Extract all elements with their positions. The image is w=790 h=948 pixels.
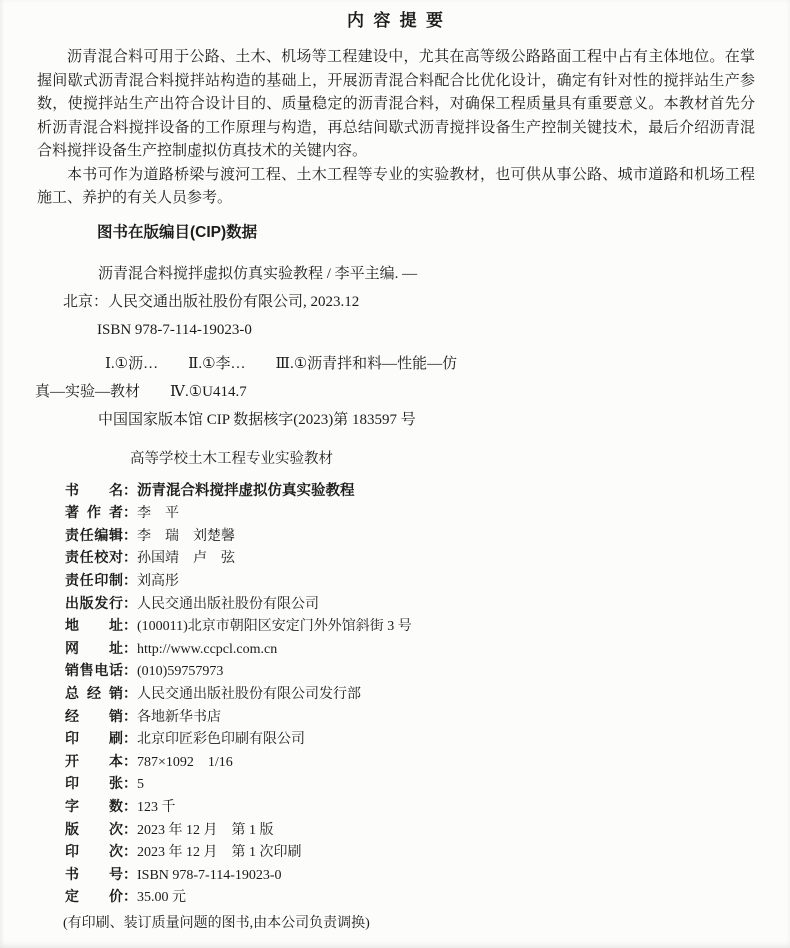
- colophon-label: 销售电话: [65, 662, 123, 679]
- colophon-label: 书号: [65, 865, 123, 882]
- colophon-row-print-supervisor: [65, 569, 755, 592]
- cip-record-number: 中国国家版本馆 CIP 数据核字(2023)第 183597 号: [98, 412, 416, 428]
- colophon-colon: ：: [123, 526, 137, 543]
- colophon-label: 定价: [65, 888, 123, 905]
- colophon-row-author: [65, 501, 755, 524]
- colophon-colon: ：: [123, 797, 137, 814]
- colophon-value: 李 瑞 刘楚馨: [137, 528, 235, 544]
- colophon-value: 人民交通出版社股份有限公司发行部: [137, 686, 361, 702]
- colophon-section: [35, 448, 755, 935]
- colophon-colon: ：: [123, 617, 137, 634]
- colophon-colon: ：: [123, 571, 137, 588]
- colophon-colon: ：: [123, 888, 137, 905]
- colophon-value: 787×1092 1/16: [137, 754, 233, 770]
- cip-section: [35, 222, 755, 434]
- colophon-row-edition: [65, 818, 755, 841]
- quality-exchange-note: (有印刷、装订质量问题的图书,由本公司负责调换): [63, 915, 370, 931]
- cip-entry-line: 沥青混合料搅拌虚拟仿真实验教程 / 李平主编. —: [98, 266, 418, 282]
- colophon-value: (100011)北京市朝阳区安定门外外馆斜街 3 号: [137, 619, 412, 635]
- content-summary-heading: 内容提要: [346, 11, 453, 30]
- colophon-colon: ：: [123, 752, 137, 769]
- colophon-value: (010)59757973: [137, 664, 224, 680]
- colophon-row-proofreader: [65, 546, 755, 569]
- colophon-label: 出版发行: [65, 594, 123, 611]
- colophon-label: 字数: [65, 797, 123, 814]
- colophon-value: 北京印匠彩色印刷有限公司: [137, 732, 305, 748]
- colophon-colon: ：: [123, 820, 137, 837]
- colophon-value: 5: [137, 777, 144, 793]
- colophon-value: 沥青混合料搅拌虚拟仿真实验教程: [137, 482, 355, 499]
- colophon-label: 书名: [65, 481, 123, 498]
- colophon-label: 责任印制: [65, 571, 123, 588]
- cip-heading: 图书在版编目(CIP)数据: [97, 224, 258, 241]
- colophon-label: 责任编辑: [65, 526, 123, 543]
- summary-paragraph: 沥青混合料可用于公路、土木、机场等工程建设中，尤其在高等级公路路面工程中占有主体地位。在掌握间歇式沥青混合料搅拌站构造的基础上，开展沥青混合料配合比优化设计，确定有针对性的搅拌站生产参数，使搅拌站生产出符合设计目的、质量稳定的沥青混合料，对确保工程质量具有重要意义。本教材首先分析沥青混合料搅拌设备的工作原理与构造，再总结间歇式沥青搅拌设备生产控制关键技术，最后介绍沥青混合料搅拌设备生产控制虚拟仿真技术的关键内容。: [37, 49, 755, 159]
- cip-isbn: ISBN 978-7-114-19023-0: [97, 322, 252, 338]
- colophon-value: 35.00 元: [137, 890, 186, 906]
- colophon-value: 李 平: [137, 506, 179, 522]
- content-summary-section: [37, 46, 755, 211]
- colophon-row-address: [65, 614, 755, 637]
- colophon-colon: ：: [123, 865, 137, 882]
- colophon-value: 孙国靖 卢 弦: [137, 551, 235, 567]
- colophon-value: 刘高彤: [137, 573, 179, 589]
- colophon-label: 印次: [65, 843, 123, 860]
- colophon-row-printer: [65, 727, 755, 750]
- colophon-row-sales-phone: [65, 659, 755, 682]
- colophon-row-publisher: [65, 592, 755, 615]
- cip-entry-line: 北京：人民交通出版社股份有限公司, 2023.12: [63, 294, 360, 310]
- colophon-row-format: [65, 750, 755, 773]
- colophon-colon: ：: [123, 549, 137, 566]
- colophon-colon: ：: [123, 481, 137, 498]
- colophon-label: 开本: [65, 752, 123, 769]
- colophon-colon: ：: [123, 843, 137, 860]
- colophon-colon: ：: [123, 775, 137, 792]
- colophon-row-isbn: [65, 863, 755, 886]
- colophon-label: 印张: [65, 775, 123, 792]
- colophon-colon: ：: [123, 639, 137, 656]
- colophon-label: 地址: [65, 617, 123, 634]
- colophon-row-website: [65, 637, 755, 660]
- series-title: 高等学校土木工程专业实验教材: [130, 451, 333, 467]
- colophon-label: 总经销: [65, 684, 123, 701]
- cip-classification-line: Ⅰ.①沥… Ⅱ.①李… Ⅲ.①沥青拌和料—性能—仿: [105, 356, 458, 372]
- colophon-value: ISBN 978-7-114-19023-0: [137, 867, 282, 883]
- colophon-row-sheets: [65, 772, 755, 795]
- colophon-row-word-count: [65, 795, 755, 818]
- summary-paragraph: 本书可作为道路桥梁与渡河工程、土木工程等专业的实验教材，也可供从事公路、城市道路和机场工程施工、养护的有关人员参考。: [37, 166, 755, 206]
- colophon-row-impression: [65, 840, 755, 863]
- colophon-row-distributor: [65, 705, 755, 728]
- colophon-row-editor: [65, 524, 755, 547]
- colophon-value: 各地新华书店: [137, 709, 221, 725]
- colophon-row-price: [65, 885, 755, 908]
- colophon-row-book-title: [65, 479, 755, 502]
- colophon-value: 123 千: [137, 799, 176, 815]
- colophon-label: 印刷: [65, 730, 123, 747]
- colophon-colon: ：: [123, 684, 137, 701]
- colophon-value: 2023 年 12 月 第 1 次印刷: [137, 845, 302, 861]
- colophon-label: 网址: [65, 639, 123, 656]
- colophon-label: 版次: [65, 820, 123, 837]
- colophon-value: http://www.ccpcl.com.cn: [137, 641, 278, 657]
- colophon-value: 2023 年 12 月 第 1 版: [137, 822, 274, 838]
- colophon-label: 责任校对: [65, 549, 123, 566]
- cip-classification-line: 真—实验—教材 Ⅳ.①U414.7: [35, 384, 247, 400]
- colophon-value: 人民交通出版社股份有限公司: [137, 596, 319, 612]
- colophon-label: 著作者: [65, 504, 123, 521]
- colophon-colon: ：: [123, 662, 137, 679]
- colophon-row-general-distributor: [65, 682, 755, 705]
- colophon-colon: ：: [123, 730, 137, 747]
- colophon-label: 经销: [65, 707, 123, 724]
- colophon-colon: ：: [123, 707, 137, 724]
- colophon-colon: ：: [123, 594, 137, 611]
- colophon-colon: ：: [123, 504, 137, 521]
